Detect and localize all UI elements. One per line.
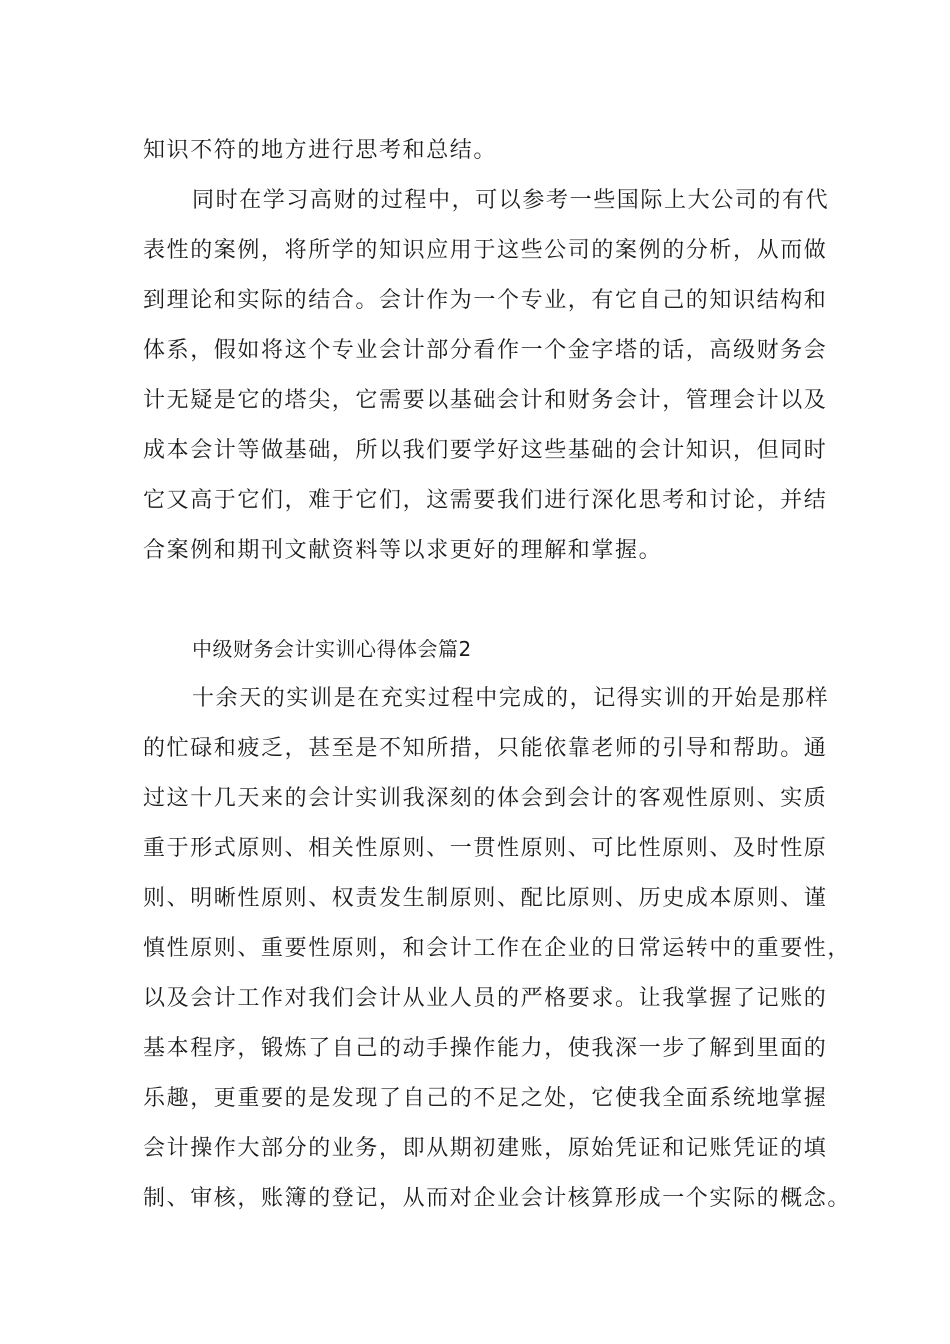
paragraph-line: 到理论和实际的结合。会计作为一个专业，有它自己的知识结构和	[143, 288, 828, 313]
paragraph-line: 会计操作大部分的业务，即从期初建账，原始凭证和记账凭证的填	[143, 1136, 828, 1161]
paragraph-line: 的忙碌和疲乏，甚至是不知所措，只能依靠老师的引导和帮助。通	[143, 736, 828, 761]
paragraph-line: 过这十几天来的会计实训我深刻的体会到会计的客观性原则、实质	[143, 786, 828, 811]
paragraph-line: 合案例和期刊文献资料等以求更好的理解和掌握。	[143, 538, 663, 563]
paragraph-line: 以及会计工作对我们会计从业人员的严格要求。让我掌握了记账的	[143, 986, 828, 1011]
paragraph-line: 同时在学习高财的过程中，可以参考一些国际上大公司的有代	[192, 188, 830, 213]
paragraph-line: 它又高于它们，难于它们，这需要我们进行深化思考和讨论，并结	[143, 488, 828, 513]
paragraph-line: 十余天的实训是在充实过程中完成的，记得实训的开始是那样	[192, 686, 830, 711]
paragraph-line: 则、明晰性原则、权责发生制原则、配比原则、历史成本原则、谨	[143, 886, 828, 911]
paragraph-line: 基本程序，锻炼了自己的动手操作能力，使我深一步了解到里面的	[143, 1036, 828, 1061]
paragraph-line: 制、审核，账簿的登记，从而对企业会计核算形成一个实际的概念。	[143, 1186, 852, 1211]
paragraph-line: 知识不符的地方进行思考和总结。	[143, 138, 498, 163]
paragraph-line: 重于形式原则、相关性原则、一贯性原则、可比性原则、及时性原	[143, 836, 828, 861]
paragraph-line: 乐趣，更重要的是发现了自己的不足之处，它使我全面系统地掌握	[143, 1086, 828, 1111]
paragraph-line: 成本会计等做基础，所以我们要学好这些基础的会计知识，但同时	[143, 438, 828, 463]
paragraph-line: 体系，假如将这个专业会计部分看作一个金字塔的话，高级财务会	[143, 338, 828, 363]
paragraph-line: 慎性原则、重要性原则，和会计工作在企业的日常运转中的重要性，	[143, 936, 852, 961]
paragraph-line: 表性的案例，将所学的知识应用于这些公司的案例的分析，从而做	[143, 238, 828, 263]
section-heading: 中级财务会计实训心得体会篇2	[192, 637, 472, 661]
paragraph-line: 计无疑是它的塔尖，它需要以基础会计和财务会计，管理会计以及	[143, 388, 828, 413]
